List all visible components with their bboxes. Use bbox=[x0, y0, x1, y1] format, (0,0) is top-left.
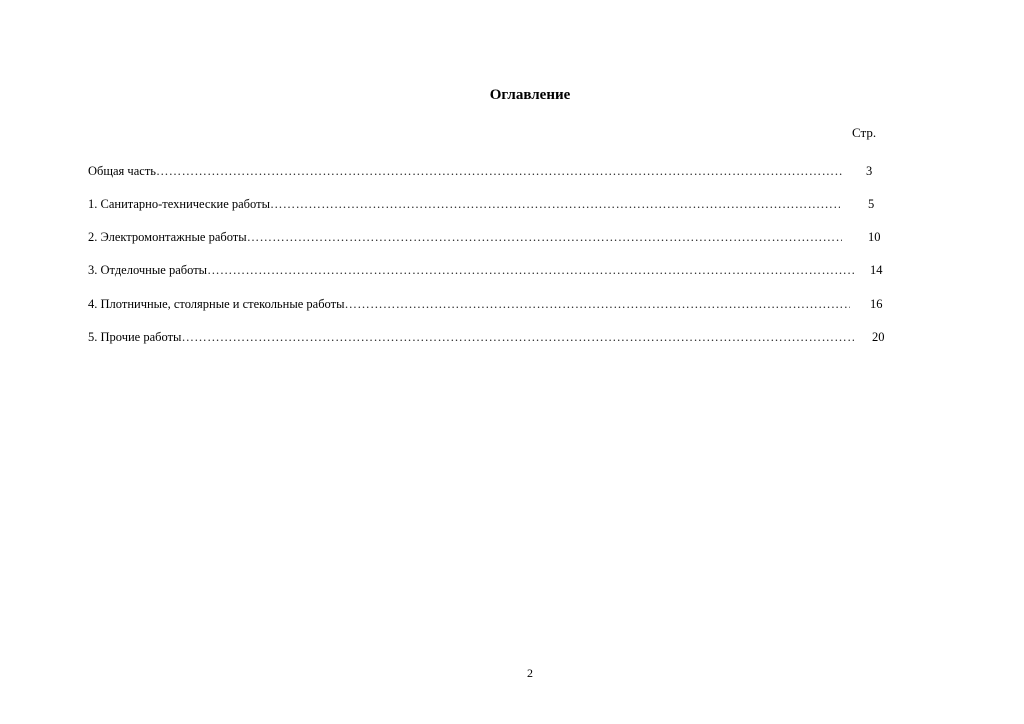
toc-entry-label: 4. Плотничные, столярные и стекольные работы bbox=[88, 297, 345, 311]
toc-dot-leader bbox=[270, 196, 840, 212]
toc-entry-label: 2. Электромонтажные работы bbox=[88, 230, 247, 244]
toc-entry-page: 10 bbox=[868, 230, 881, 244]
toc-dot-leader bbox=[345, 296, 851, 312]
toc-entry-page: 5 bbox=[868, 197, 875, 211]
toc-entry bbox=[88, 163, 843, 179]
toc-dot-leader bbox=[156, 163, 843, 179]
toc-dot-leader bbox=[247, 229, 842, 245]
toc-entry bbox=[88, 329, 854, 345]
toc-entry-page: 16 bbox=[870, 297, 883, 311]
toc-dot-leader bbox=[207, 262, 855, 278]
toc-title: Оглавление bbox=[489, 87, 571, 103]
toc-entry bbox=[88, 229, 842, 245]
toc-entry-page: 3 bbox=[866, 164, 873, 178]
toc-entry bbox=[88, 196, 840, 212]
toc-entry-page: 20 bbox=[872, 330, 885, 344]
toc-entry-page: 14 bbox=[870, 263, 883, 277]
toc-entry-label: 3. Отделочные работы bbox=[88, 263, 208, 277]
toc-entry-label: Общая часть bbox=[88, 164, 156, 178]
toc-entry-label: 1. Санитарно-технические работы bbox=[88, 197, 270, 211]
toc-entry bbox=[88, 262, 855, 278]
page-column-header: Стр. bbox=[852, 125, 877, 140]
toc-entry-label: 5. Прочие работы bbox=[88, 330, 182, 344]
footer-page-number: 2 bbox=[527, 666, 533, 680]
toc-dot-leader bbox=[181, 329, 854, 345]
toc-entry bbox=[88, 296, 850, 312]
